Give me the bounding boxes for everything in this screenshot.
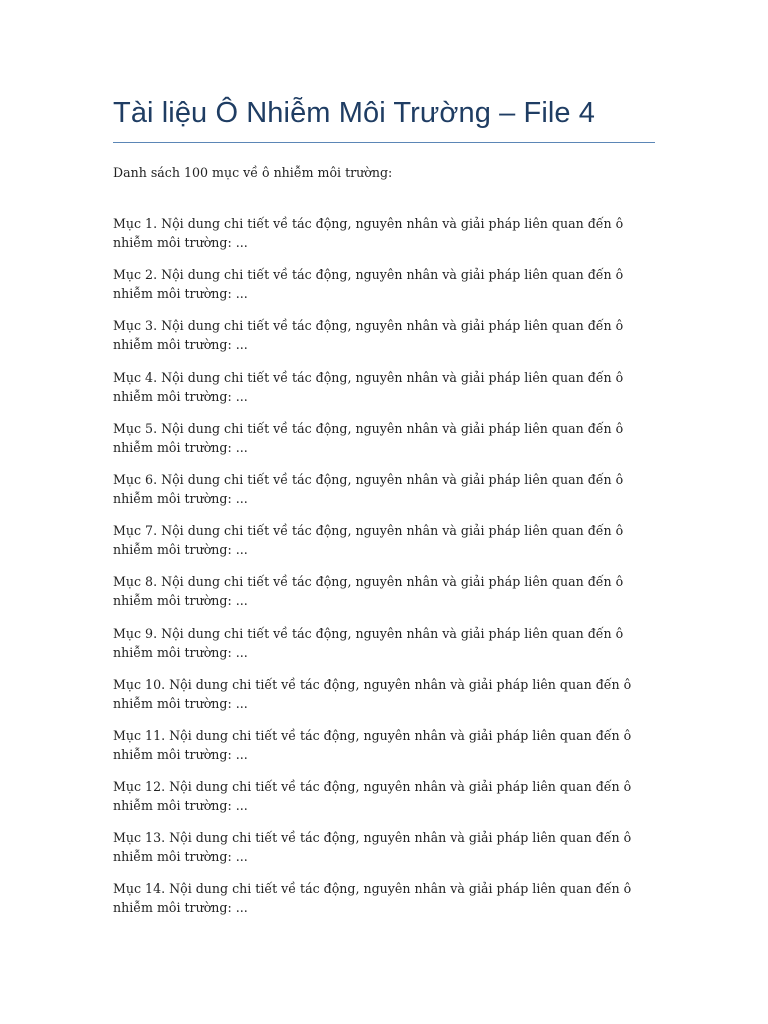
list-item: Mục 13. Nội dung chi tiết về tác động, nguyên nhân và giải pháp liên quan đến ô nhiễm môi trường: ...	[113, 830, 632, 865]
document-title: Tài liệu Ô Nhiễm Môi Trường – File 4	[113, 94, 655, 143]
list-item: Mục 10. Nội dung chi tiết về tác động, nguyên nhân và giải pháp liên quan đến ô nhiễm môi trường: ...	[113, 676, 632, 711]
list-item: Mục 8. Nội dung chi tiết về tác động, nguyên nhân và giải pháp liên quan đến ô nhiễm môi trường: ...	[113, 574, 624, 609]
item-list	[113, 214, 655, 917]
list-item: Mục 7. Nội dung chi tiết về tác động, nguyên nhân và giải pháp liên quan đến ô nhiễm môi trường: ...	[113, 523, 624, 558]
list-item: Mục 5. Nội dung chi tiết về tác động, nguyên nhân và giải pháp liên quan đến ô nhiễm môi trường: ...	[113, 420, 624, 455]
list-item: Mục 12. Nội dung chi tiết về tác động, nguyên nhân và giải pháp liên quan đến ô nhiễm môi trường: ...	[113, 779, 632, 814]
list-item: Mục 6. Nội dung chi tiết về tác động, nguyên nhân và giải pháp liên quan đến ô nhiễm môi trường: ...	[113, 471, 624, 506]
list-item: Mục 14. Nội dung chi tiết về tác động, nguyên nhân và giải pháp liên quan đến ô nhiễm môi trường: ...	[113, 881, 632, 916]
list-item: Mục 4. Nội dung chi tiết về tác động, nguyên nhân và giải pháp liên quan đến ô nhiễm môi trường: ...	[113, 369, 624, 404]
list-item: Mục 3. Nội dung chi tiết về tác động, nguyên nhân và giải pháp liên quan đến ô nhiễm môi trường: ...	[113, 318, 624, 353]
list-item: Mục 9. Nội dung chi tiết về tác động, nguyên nhân và giải pháp liên quan đến ô nhiễm môi trường: ...	[113, 625, 624, 660]
list-item: Mục 1. Nội dung chi tiết về tác động, nguyên nhân và giải pháp liên quan đến ô nhiễm môi trường: ...	[113, 216, 624, 250]
document-intro: Danh sách 100 mục về ô nhiễm môi trường:	[113, 165, 393, 180]
list-item: Mục 2. Nội dung chi tiết về tác động, nguyên nhân và giải pháp liên quan đến ô nhiễm môi trường: ...	[113, 267, 624, 302]
document-page	[113, 94, 655, 931]
list-item: Mục 11. Nội dung chi tiết về tác động, nguyên nhân và giải pháp liên quan đến ô nhiễm môi trường: ...	[113, 727, 632, 762]
